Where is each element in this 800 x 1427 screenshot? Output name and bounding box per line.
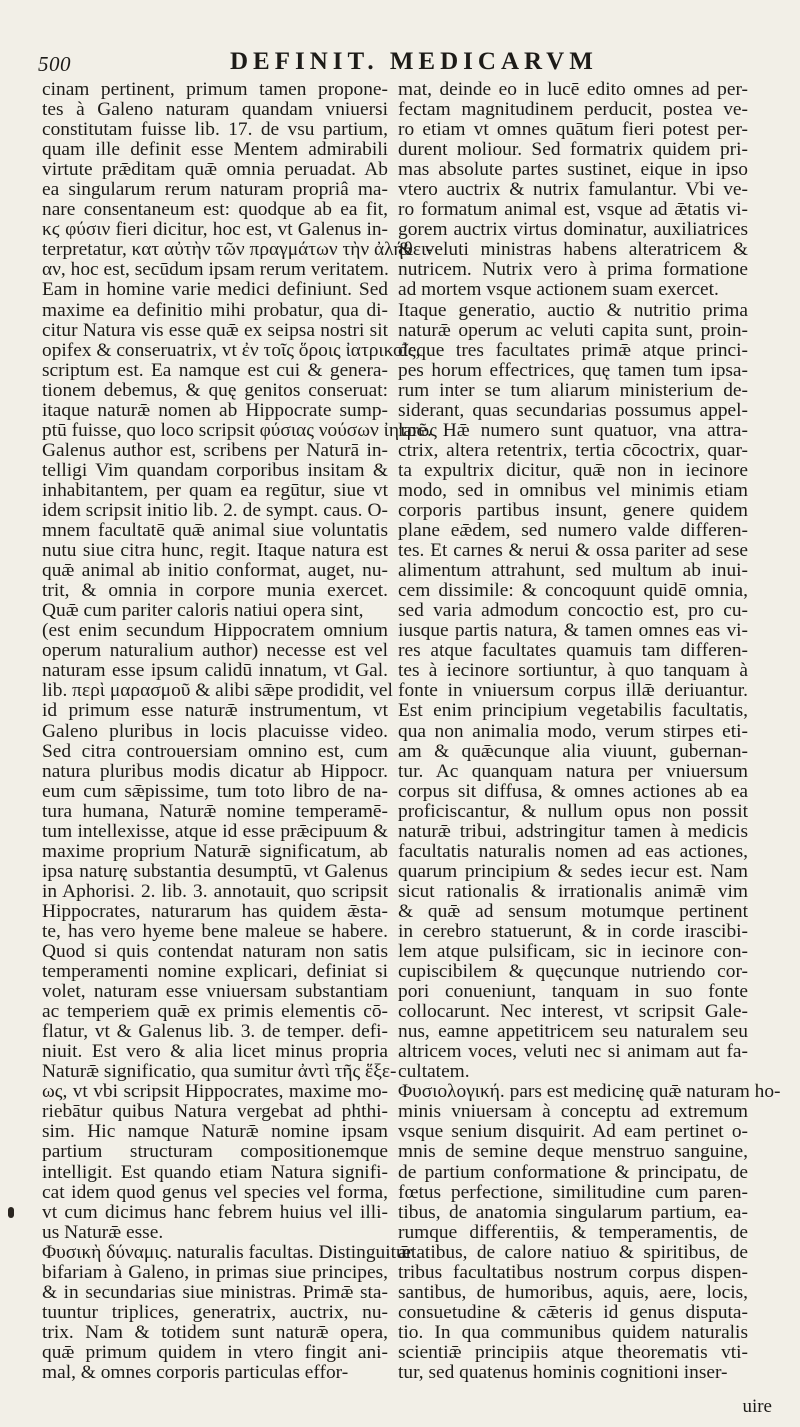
text-line: ea singularum rerum naturam propriâ ma- [42,179,388,201]
text-line: Galenus author est, scribens per Naturā in- [42,439,388,461]
text-line: tuuntur triplices, generatrix, auctrix, nu- [42,1301,388,1323]
text-line: corporis partibus insunt, genere quidem [398,499,748,521]
text-line: ǣtatibus, de calore natiuo & spiritibus, de [398,1241,748,1263]
text-line: lem atque pulsificam, sic in iecinore con- [398,941,748,963]
text-line: ad mortem vsque actionem suam exercet. [398,279,719,301]
text-line: Naturǣ significatio, qua sumitur ἀντὶ τῆς ἕξε- [42,1061,397,1083]
text-line: Hippocrates, naturarum has quidem ǣsta- [42,900,388,922]
text-line: tur, sed quatenus hominis cognitioni inser- [398,1362,728,1383]
text-line: mnis de semine deque menstruo sanguine, [398,1141,748,1163]
text-line: corpus sit diffusa, & omnes actiones ab ea [398,780,748,802]
text-line: durent moliour. Sed formatrix quidem pri- [398,139,748,161]
text-line: id primum esse naturǣ instrumentum, vt [42,700,388,722]
text-line: lare. Hǣ numero sunt quatuor, vna attra- [398,419,748,441]
text-line: scriptum est. Ea namque est cui & genera- [42,359,388,381]
text-line: proficiscantur, & nullum opus non possit [398,800,748,822]
text-line: eum cum sǣpissime, tum toto libro de na- [42,780,388,802]
text-line: naturam esse ipsum calidū innatum, vt Gal. [42,660,388,682]
text-line: trit, & omnia in corpore munia exercet. [42,580,388,602]
text-line: tibus, de anatomia singularum partium, ea- [398,1201,748,1223]
text-line: & in secundarias siue ministras. Primǣ sta- [42,1281,388,1303]
text-line: consuetudine & cǣteris id genus disputa- [398,1301,748,1323]
text-line: flatur, vt & Galenus lib. 3. de temper. defi- [42,1021,388,1043]
text-line: naturǣ operum ac veluti capita sunt, proin- [398,319,748,341]
text-line: natura pluribus modis dicatur ab Hippocr. [42,760,388,782]
text-line: nutricem. Nutrix vero à prima formatione [398,259,748,281]
text-line: scientiǣ principiis atque theorematis vti- [398,1341,748,1363]
text-line: us Naturǣ esse. [42,1221,164,1243]
text-line: Eam in homine varie medici definiunt. Sed [42,279,388,301]
text-line: & veluti ministras habens alteratricem & [398,239,748,261]
text-line: Sed citra controuersiam omnino est, cum [42,740,388,762]
text-line: lib. περὶ μαρασμοῦ & alibi sǣpe prodidit, vel [42,680,393,702]
text-line: tes. Et carnes & nerui & ossa pariter ad sese [398,540,748,562]
text-line: tribus facultatibus nostrum corpus dispen- [398,1261,748,1283]
text-line: virtute prǣditam quǣ omnia peruadat. Ab [42,159,388,181]
right-text-column [398,79,781,1383]
text-line: sim. Hic namque Naturǣ nomine ipsam [42,1121,388,1143]
text-line: operum naturalium author) necesse est vel [42,640,388,662]
text-line: (est enim secundum Hippocratem omnium [42,620,388,642]
text-line: ro etiam vt omnes quātum fieri potest per- [398,119,748,141]
text-line: κϛ φύσιν fieri dicitur, hoc est, vt Galenus in- [42,219,388,241]
text-line: maxime ea definitio mihi probatur, qua di- [42,299,388,321]
text-line: rumque differentiis, & temperamentis, de [398,1221,748,1243]
text-line: vt cum dicimus hanc febrem huius vel illi- [42,1201,388,1223]
text-line: tio. In qua communibus quidem naturalis [398,1321,748,1343]
text-line: res atque facultates quamuis tam differen- [398,640,748,662]
text-line: ta expultrix dicitur, quǣ non in iecinore [398,459,748,481]
text-line: nare consentaneum est: quodque ab ea fit, [42,199,388,221]
text-line: inhabitantem, per quam ea regūtur, siue vt [42,479,388,501]
text-line: Est enim principium vegetabilis facultatis, [398,700,748,722]
text-line: naturǣ tribui, adstringitur tamen à medicis [398,820,748,842]
text-line: tum intellexisse, atque id esse prǣcipuum & [42,820,388,842]
text-line: rum inter se tum aliarum ministerium de- [398,379,748,401]
page-header [30,48,790,80]
text-line: Quod si quis contendat naturam non satis [42,941,388,963]
text-line: nus, eamne appetitricem seu naturalem seu [398,1021,748,1043]
text-line: fonte in vniuersum corpus illǣ deriuantur. [398,680,748,702]
text-line: riebātur quibus Natura vergebat ad phthi- [42,1101,388,1123]
text-line: mas absolute partes sustinet, eique in ipso [398,159,748,181]
text-line: opifex & conseruatrix, vt ἐν τοῖς ὅροις ἰατρικοῖς, [42,339,421,361]
text-line: cultatem. [398,1061,470,1083]
text-line: tes à iecinore sortiuntur, à quo tanquam à [398,660,748,682]
text-line: in Aphorisi. 2. lib. 3. annotauit, quo scripsit [42,880,388,902]
text-line: ptū fuisse, quo loco scripsit φύσιας νούσων ἰητρῶς [42,419,437,441]
catchword: uire [742,1396,772,1417]
text-line: tur. Ac quanquam natura per vniuersum [398,760,748,782]
text-line: fœtus perfectione, similitudine cum paren- [398,1181,748,1203]
text-line: temperamenti nomine explicari, definiat si [42,961,388,983]
text-line: ctrix, altera retentrix, tertia cōcoctrix, quar- [398,439,748,461]
text-line: quam ille definit esse Mentem admirabili [42,139,388,161]
text-line: fectam magnitudinem perducit, postea ve- [398,99,748,121]
text-line: telligi Vim quandam corporibus insitam & [42,459,388,481]
text-line: in cerebro statuerunt, & in corde irascibi- [398,920,748,942]
text-line: alimentum attrahunt, sed multum ab inui- [398,560,748,582]
text-line: partium structuram compositionemque [42,1141,388,1163]
text-line: citur Natura vis esse quǣ ex seipsa nostri sit [42,319,388,341]
text-line: idem scripsit initio lib. 2. de sympt. caus. O- [42,499,388,521]
text-line: tes à Galeno naturam quandam vniuersi [42,99,388,121]
text-line: minis vniuersam à conceptu ad extremum [398,1101,748,1123]
text-line: vsque senium disquirit. Ad eam pertinet o- [398,1121,748,1143]
text-line: collocarunt. Nec interest, vt scripsit Gale- [398,1001,748,1023]
text-line: deque tres facultates primǣ atque princi- [398,339,748,361]
text-line: sed varia admodum concoctio est, pro cu- [398,600,748,622]
text-line: niuit. Est vero & alia licet minus propria [42,1041,388,1063]
text-line: modo, sed in omnibus vel minimis etiam [398,479,748,501]
ink-spot [8,1207,14,1218]
text-line: qua non animalia modo, verum stirpes eti- [398,720,748,742]
text-line: siderant, quas secundarias possumus appel- [398,399,748,421]
text-line: terpretatur, κατ αὐτὴν τῶν πραγμάτων τὴν ἀλήθει- [42,239,433,261]
text-line: Itaque generatio, auctio & nutritio prima [398,299,748,321]
text-line: mnem facultatē quǣ animal siue voluntatis [42,520,388,542]
text-line: iusque partis natura, & tamen omnes eas vi- [398,620,748,642]
text-line: nutu siue citra hunc, regit. Itaque natura est [42,540,388,562]
text-line: sicut rationalis & irrationalis animǣ vim [398,880,748,902]
text-line: te, has vero hyeme bene maleue se habere. [42,920,388,942]
text-line: ως, vt vbi scripsit Hippocrates, maxime mo- [42,1081,388,1103]
page-number: 500 [38,52,71,76]
text-line: Φυσιολογική. pars est medicinę quǣ naturam ho- [398,1081,781,1103]
text-line: Φυσικὴ δύναμις. naturalis facultas. Distinguitur [42,1241,413,1263]
text-line: facultatis naturalis nomen ad eas actiones, [398,840,748,862]
text-line: am & quǣcunque alia viuunt, gubernan- [398,740,748,762]
text-line: quarum principium & sedes iecur est. Nam [398,860,748,882]
text-line: pes horum effectrices, quę tamen tum ipsa- [398,359,748,381]
text-line: cinam pertinent, primum tamen propone- [42,79,388,100]
text-line: plane eǣdem, sed numero valde differen- [398,520,748,542]
text-line: cat idem quod genus vel species vel forma, [42,1181,388,1203]
running-title: DEFINIT. MEDICARVM [230,48,598,75]
text-line: vtero auctrix & nutrix famulantur. Vbi ve- [398,179,748,201]
text-line: santibus, de humoribus, aquis, aere, locis, [398,1281,748,1303]
text-line: pori conueniunt, tanquam in suo fonte [398,981,748,1003]
text-line: intelligit. Est quando etiam Natura signifi- [42,1161,388,1183]
text-line: Quǣ cum pariter caloris natiui opera sint, [42,600,364,622]
text-line: maxime proprium Naturǣ significatum, ab [42,840,388,862]
text-line: quǣ primum quidem in vtero fingit ani- [42,1341,388,1363]
text-line: mal, & omnes corporis particulas effor- [42,1362,349,1383]
text-line: ac temperiem quǣ ex primis elementis cō- [42,1001,388,1023]
text-line: constitutam fuisse lib. 17. de vsu partium, [42,119,388,141]
text-line: altricem voces, veluti nec si animam aut fa- [398,1041,748,1063]
text-line: & quǣ ad sensum motumque pertinent [398,900,748,922]
text-line: itaque naturǣ nomen ab Hippocrate sump- [42,399,388,421]
text-line: bifariam à Galeno, in primas siue principes, [42,1261,388,1283]
text-line: αν, hoc est, secūdum ipsam rerum veritatem. [42,259,389,281]
text-line: tura humana, Naturǣ nomine temperamē- [42,800,388,822]
text-line: ipsa naturę substantia desumptū, vt Galenus [42,860,388,882]
text-line: Galeno pluribus in locis placuisse video. [42,720,388,742]
text-line: quǣ animal ab initio conformat, auget, nu- [42,560,388,582]
text-line: gorem auctrix virtus dominatur, auxiliatrices [398,219,748,241]
text-line: ro formatum animal est, vsque ad ǣtatis vi- [398,199,748,221]
text-line: mat, deinde eo in lucē edito omnes ad per- [398,79,748,100]
text-line: de partium conformatione & principatu, de [398,1161,748,1183]
text-line: trix. Nam & totidem sunt naturǣ opera, [42,1321,388,1343]
text-line: tionem debemus, & quę genitos conseruat: [42,379,388,401]
text-line: cupiscibilem & quęcunque nutriendo cor- [398,961,748,983]
text-line: cem dissimile: & concoquunt quidē omnia, [398,580,748,602]
text-line: volet, naturam esse vniuersam substantiam [42,981,388,1003]
